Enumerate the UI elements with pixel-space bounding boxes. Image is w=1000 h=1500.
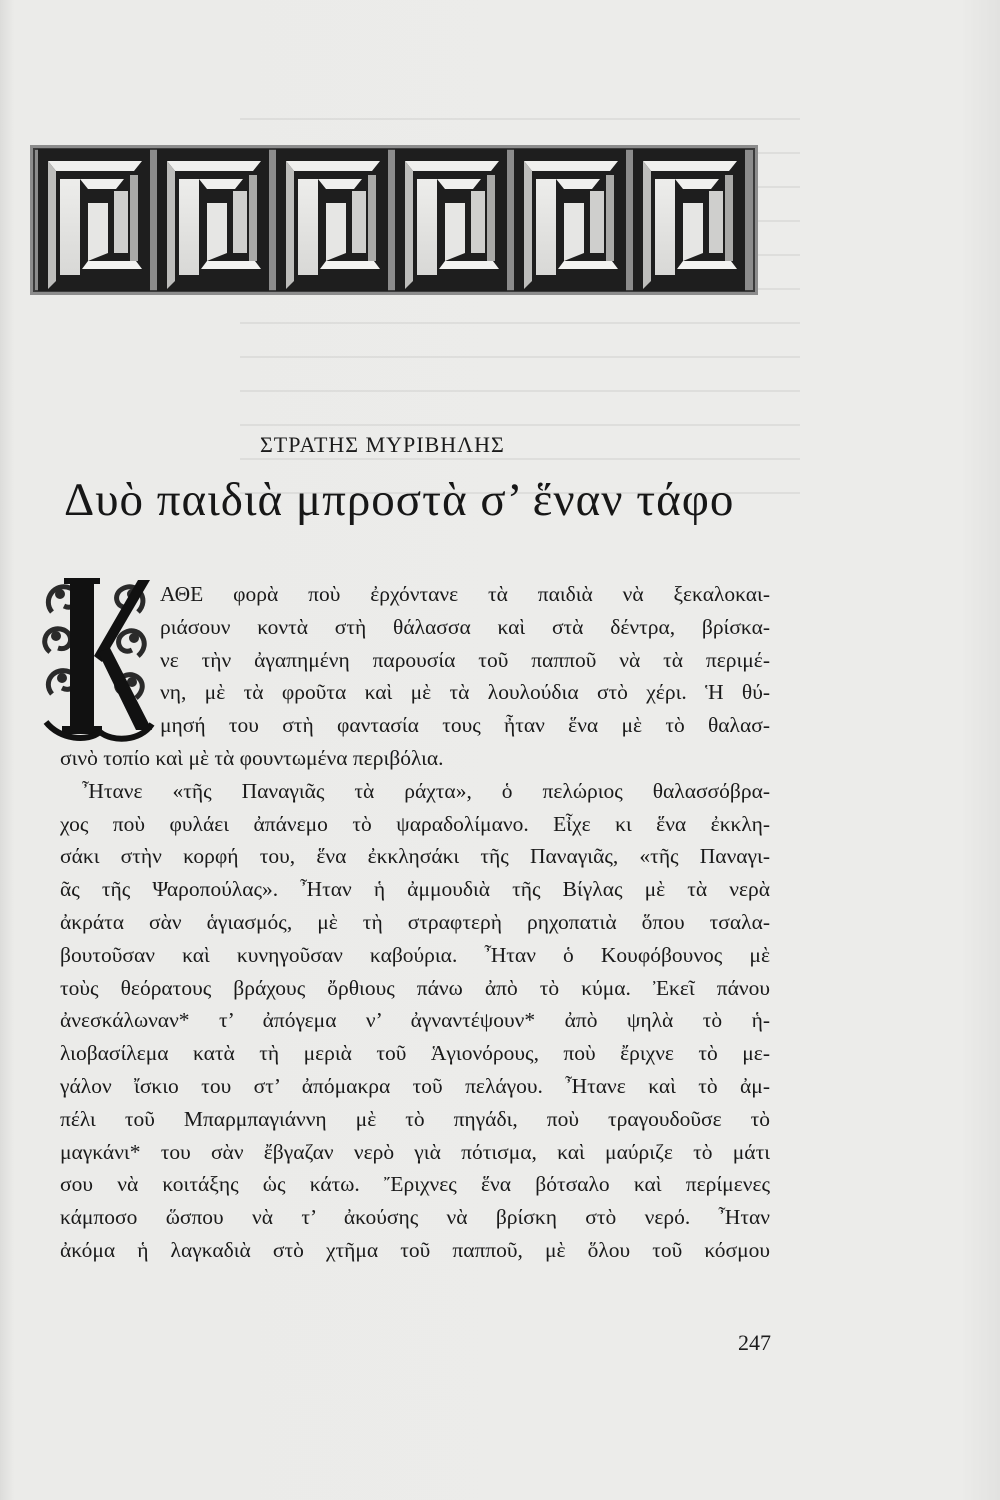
author-name: ΣΤΡΑΤΗΣ ΜΥΡΙΒΗΛΗΣ — [260, 432, 505, 457]
text-line: μαγκάνι* του σὰν ἔβγαζαν νερὸ γιὰ πότισμα, καὶ μαύριζε τὸ μάτι — [60, 1139, 770, 1164]
text-line: ᾶς τῆς Ψαροπούλας». Ἦταν ἡ ἀμμουδιὰ τῆς Βίγλας μὲ τὰ νερὰ — [60, 877, 770, 902]
text-line: χος ποὺ φυλάει ἀπάνεμο τὸ ψαραδολίμανο. Εἶχε κι ἕνα ἐκκλη- — [60, 811, 770, 836]
text-line: ἀκόμα ἡ λαγκαδιὰ στὸ χτῆμα τοῦ παπποῦ, μὲ ὅλου τοῦ κόσμου — [60, 1237, 770, 1262]
text-line: ἀκράτα σὰν ἁγιασμός, μὲ τὴ στραφτερὴ ρηχοπατιὰ ὅπου τσαλα- — [60, 909, 770, 934]
text-line: νε τὴν ἀγαπημένη παρουσία τοῦ παπποῦ νὰ τὰ περιμέ- — [160, 647, 770, 672]
story-title: Δυὸ παιδιὰ μπροστὰ σ’ ἕναν τάφο — [64, 474, 735, 526]
body-text — [60, 578, 770, 1267]
text-line: σάκι στὴν κορφή του, ἕνα ἐκκλησάκι τῆς Παναγιᾶς, «τῆς Παναγι- — [60, 844, 770, 869]
text-line: ἀνεσκάλωναν* τ’ ἀπόγεμα ν’ ἀγναντέψουν* ἀπὸ ψηλὰ τὸ ἡ- — [60, 1008, 770, 1033]
text-line: πέλι τοῦ Μπαρμπαγιάννη μὲ τὸ πηγάδι, ποὺ τραγουδοῦσε τὸ — [60, 1106, 770, 1131]
text-line: σου νὰ κοιτάξης ὡς κάτω. Ἔριχνες ἕνα βότσαλο καὶ περίμενες — [60, 1172, 770, 1197]
text-line: τοὺς θεόρατους βράχους ὄρθιους πάνω ἀπὸ τὸ κύμα. Ἐκεῖ πάνου — [60, 975, 770, 1000]
text-line: λιοβασίλεμα κατὰ τὴ μεριὰ τοῦ Ἁγιονόρους, ποὺ ἔριχνε τὸ με- — [60, 1041, 770, 1066]
page-number: 247 — [738, 1330, 771, 1355]
text-line: κάμποσο ὥσπου νὰ τ’ ἀκούσης νὰ βρίσκη στὸ νερό. Ἦταν — [60, 1205, 770, 1230]
greek-key-banner — [30, 145, 758, 295]
text-line: μησή του στὴ φαντασία τους ἦταν ἕνα μὲ τὸ θαλασ- — [160, 713, 770, 738]
text-line: Ἦτανε «τῆς Παναγιᾶς τὰ ράχτα», ὁ πελώριος θαλασσόβρα- — [82, 778, 770, 803]
text-line: ΑΘΕ φορὰ ποὺ ἐρχόντανε τὰ παιδιὰ νὰ ξεκαλοκαι- — [160, 582, 770, 606]
text-line: ριάσουν κοντὰ στὴ θάλασσα καὶ στὰ δέντρα, βρίσκα- — [160, 614, 770, 639]
text-line: νη, μὲ τὰ φροῦτα καὶ μὲ τὰ λουλούδια στὸ χέρι. Ἡ θύ- — [160, 680, 770, 705]
text-line: βουτοῦσαν καὶ κυνηγοῦσαν καβούρια. Ἦταν ὁ Κουφόβουνος μὲ — [60, 942, 770, 967]
text-line: σινὸ τοπίο καὶ μὲ τὰ φουντωμένα περιβόλια. — [60, 745, 444, 770]
text-line: γάλον ἴσκιο του στ’ ἀπόμακρα τοῦ πελάγου. Ἦτανε καὶ τὸ ἀμ- — [60, 1073, 770, 1098]
